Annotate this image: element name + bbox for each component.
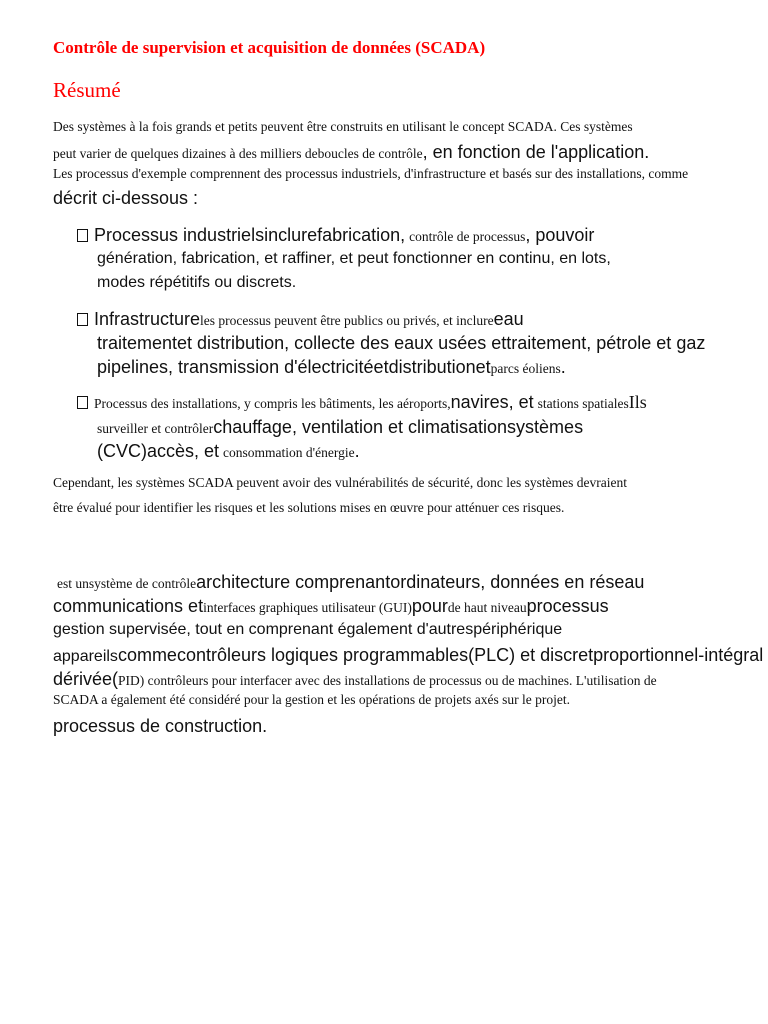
bullet-3-line-2: [97, 417, 583, 438]
text-run: comme: [117, 645, 177, 665]
bullet-2-line-1: [77, 309, 524, 330]
paragraph-3-line-5: [53, 669, 657, 690]
paragraph-1-line-1: Des systèmes à la fois grands et petits peuvent être construits en utilisant le concept SCADA. Ces systèmes: [53, 119, 633, 134]
text-run: eau: [493, 309, 524, 329]
text-run: dérivée(: [53, 669, 119, 689]
bullet-3-line-3: [97, 441, 360, 462]
paragraph-1-line-4: décrit ci-dessous :: [53, 188, 199, 208]
text-run: Infrastructure: [94, 309, 201, 329]
text-run: fabrication,: [317, 225, 406, 245]
text-run: communications et: [53, 596, 204, 616]
section-heading: Résumé: [53, 78, 121, 102]
text-run: (CVC)accès, et: [97, 441, 220, 461]
paragraph-3-line-1: [53, 572, 644, 593]
text-run: processus: [526, 596, 609, 616]
text-run: .: [560, 357, 566, 377]
text-run: de haut niveau: [447, 600, 527, 615]
bullet-box-icon: [77, 313, 88, 326]
text-run: , pouvoir: [525, 225, 595, 245]
text-run: chauffage, ventilation et climatisationsystèmes: [213, 417, 584, 437]
text-run: parcs éoliens: [490, 361, 561, 376]
text-run: contrôleurs logiques programmables(PLC) et discretproportionnel-intégral: [176, 645, 764, 665]
text-run: , en fonction de l'application.: [422, 142, 650, 162]
paragraph-1-line-2: [53, 142, 649, 163]
paragraph-3-line-4: [53, 645, 763, 666]
paragraph-2-line-2: être évalué pour identifier les risques et les solutions mises en œuvre pour atténuer ces risques.: [53, 500, 565, 515]
page-title: Contrôle de supervision et acquisition de données (SCADA): [53, 38, 486, 57]
text-run: appareils: [53, 648, 118, 665]
paragraph-3-line-2: [53, 596, 609, 617]
bullet-box-icon: [77, 396, 88, 409]
text-run: interfaces graphiques utilisateur (GUI): [203, 600, 412, 615]
text-run: surveiller et contrôler: [97, 421, 214, 436]
bullet-1-line-2: génération, fabrication, et raffiner, et peut fonctionner en continu, en lots,: [97, 250, 611, 267]
bullet-box-icon: [77, 229, 88, 242]
paragraph-3-line-7: processus de construction.: [53, 716, 268, 736]
text-run: architecture comprenantordinateurs, données en réseau: [196, 572, 645, 592]
paragraph-3-line-3: gestion supervisée, tout en comprenant également d'autrespériphérique: [53, 621, 563, 638]
text-run: pour: [411, 596, 448, 616]
text-run: système de contrôle: [88, 576, 197, 591]
text-run: consommation d'énergie: [223, 445, 355, 460]
bullet-3-line-1: [77, 392, 647, 413]
text-run: navires, et: [450, 392, 534, 412]
bullet-1-line-3: modes répétitifs ou discrets.: [97, 274, 297, 291]
text-run: contrôle de processus: [409, 229, 526, 244]
text-run: stations spatiales: [537, 396, 629, 411]
text-run: Processus des installations, y compris les bâtiments, les aéroports,: [94, 396, 451, 411]
text-run: les processus peuvent être publics ou privés, et inclure: [200, 313, 494, 328]
text-run: inclure: [264, 225, 318, 245]
paragraph-2-line-1: Cependant, les systèmes SCADA peuvent avoir des vulnérabilités de sécurité, donc les systèmes devraient: [53, 475, 627, 490]
bullet-2-line-2: traitementet distribution, collecte des eaux usées ettraitement, pétrole et gaz: [97, 333, 706, 353]
text-run: pipelines, transmission d'électricitéetdistributionet: [97, 357, 491, 377]
text-run: Processus industriels: [94, 225, 265, 245]
text-run: boucles de contrôle: [317, 146, 423, 161]
bullet-2-line-3: [97, 357, 566, 378]
text-run: Ils: [628, 392, 647, 412]
text-run: PID) contrôleurs pour interfacer avec des installations de processus ou de machines. L'utilisation de: [118, 673, 657, 688]
text-run: est un: [57, 576, 89, 591]
paragraph-1-line-3: Les processus d'exemple comprennent des processus industriels, d'infrastructure et basés sur des installations, comme: [53, 166, 689, 181]
bullet-1-line-1: [77, 225, 594, 246]
text-run: .: [354, 441, 360, 461]
text-run: peut varier de quelques dizaines à des milliers de: [53, 146, 318, 161]
paragraph-3-line-6: SCADA a également été considéré pour la gestion et les opérations de projets axés sur le projet.: [53, 692, 570, 707]
